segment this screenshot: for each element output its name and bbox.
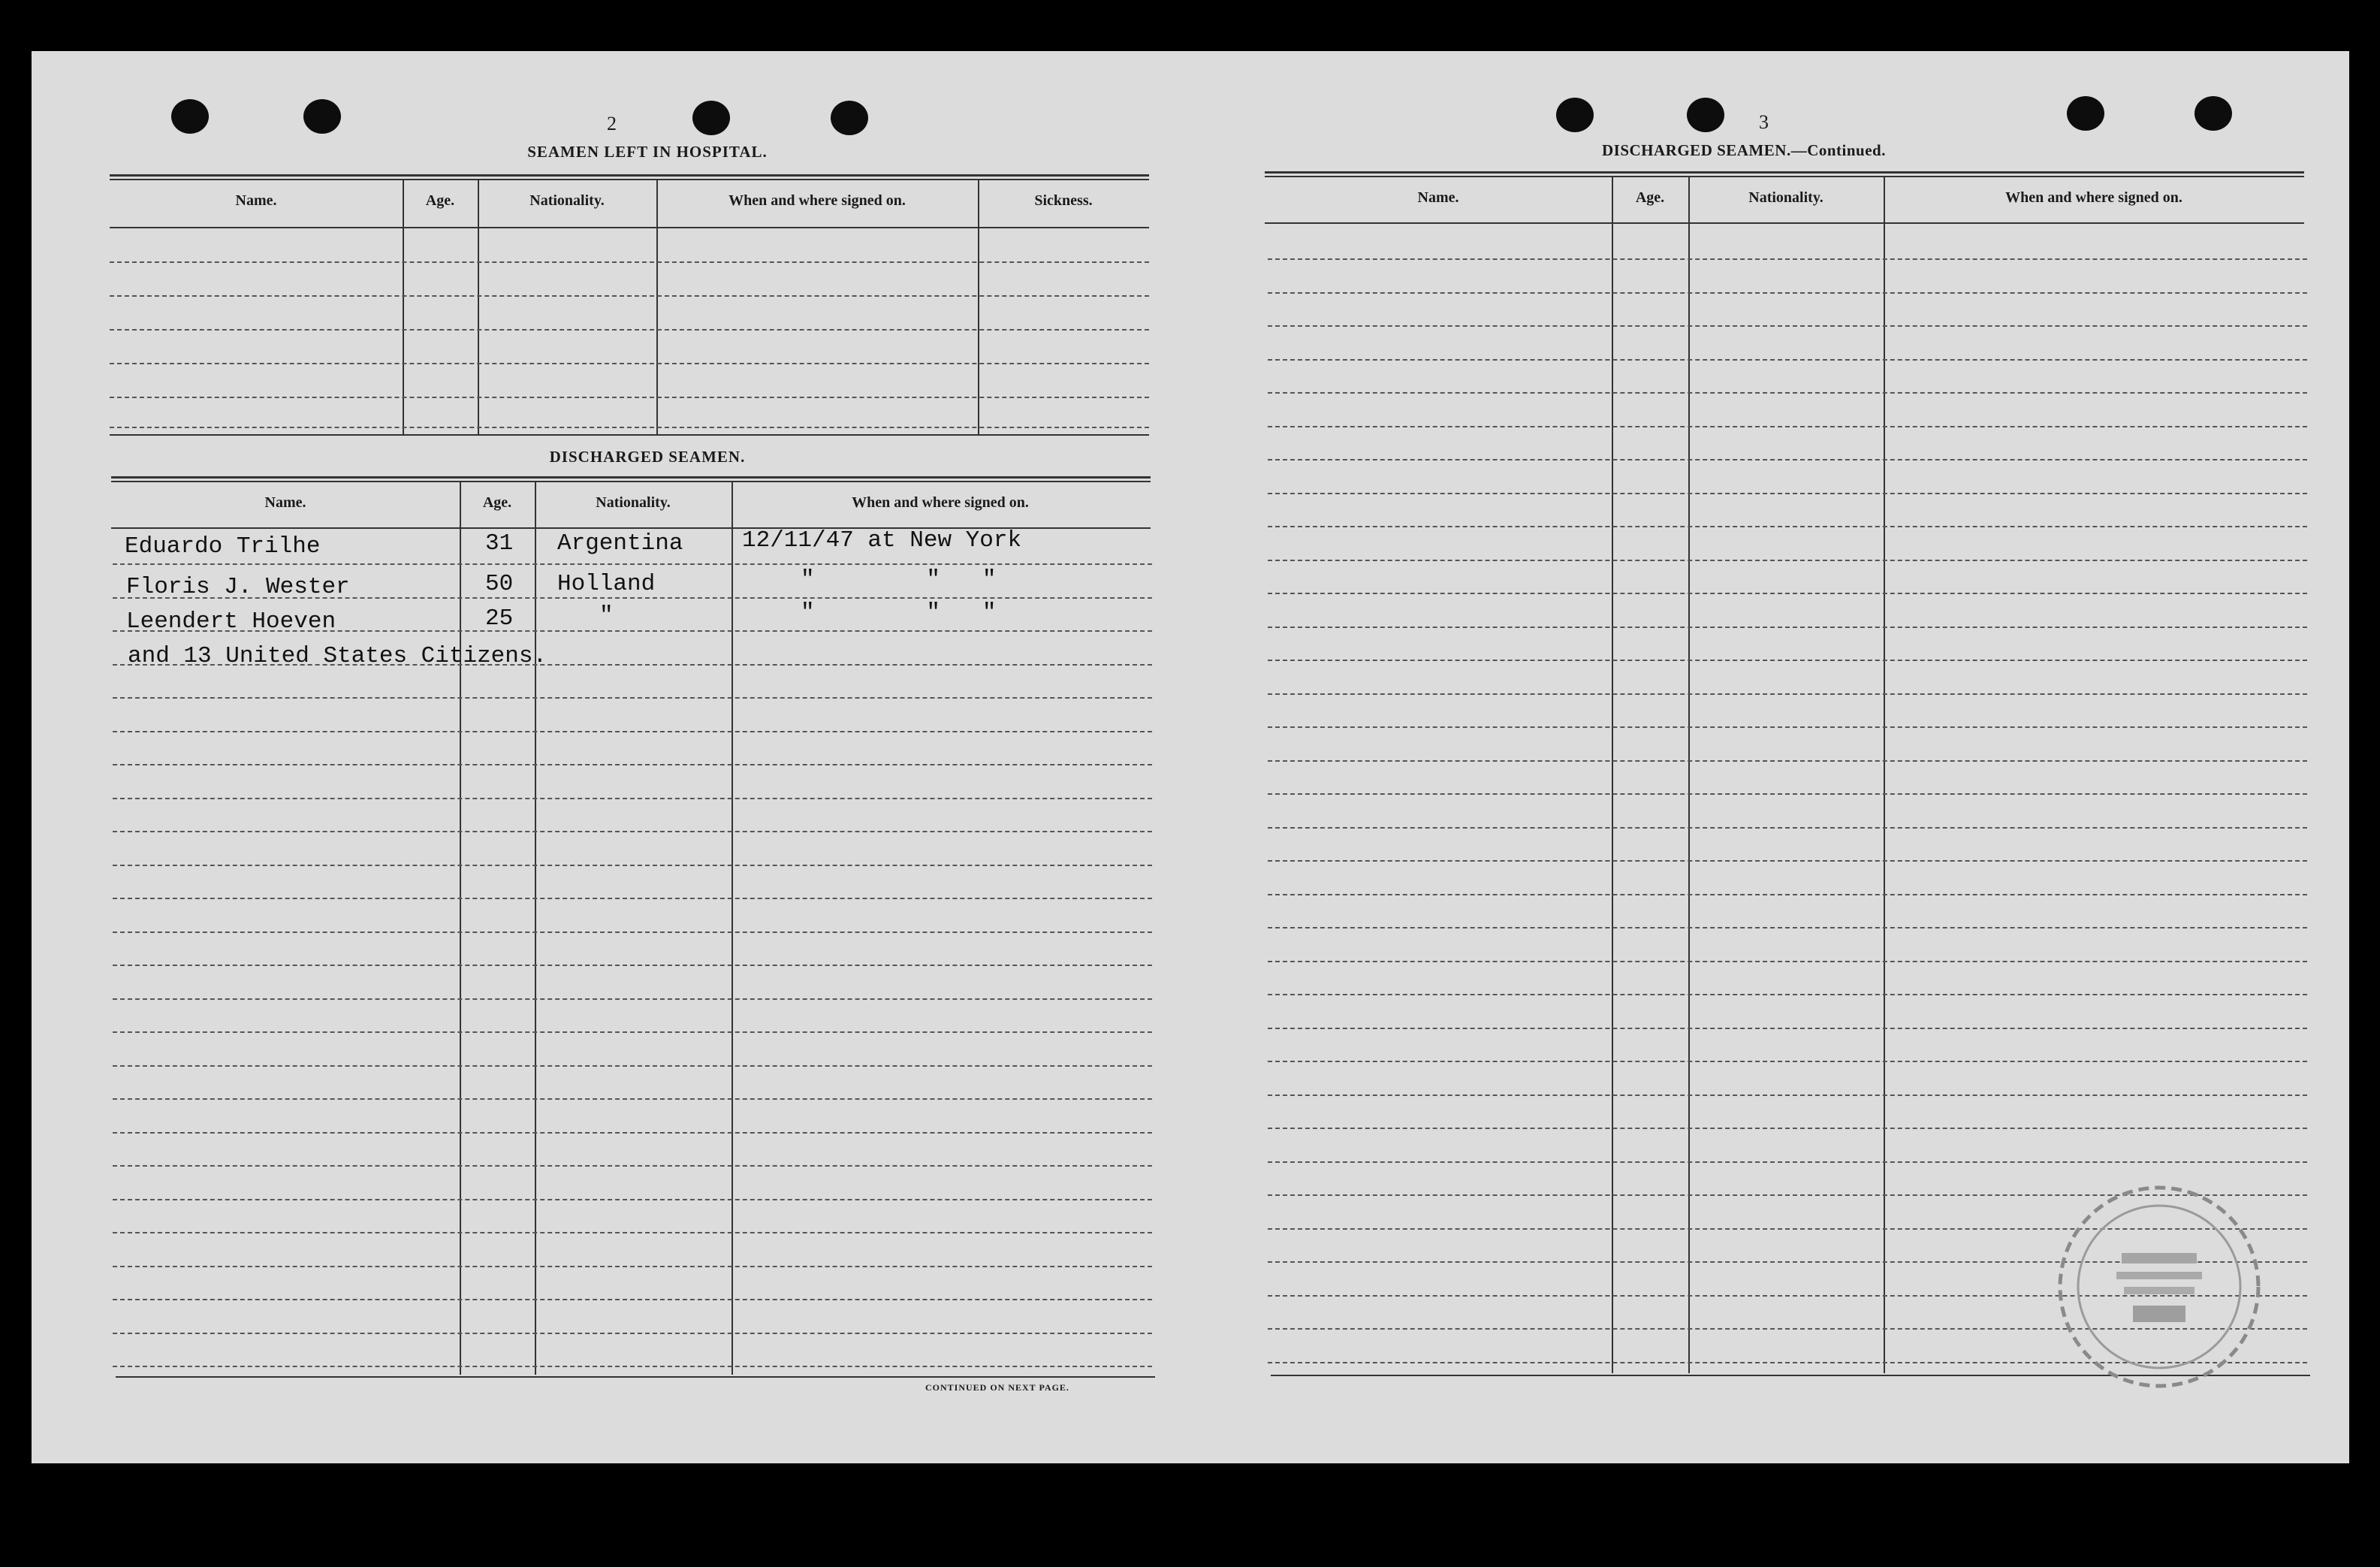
- ruled-line: [1268, 1128, 2307, 1129]
- column-divider: [656, 179, 658, 434]
- column-divider: [478, 179, 479, 434]
- ruled-line: [1268, 593, 2307, 594]
- column-header-signed-on: When and where signed on.: [2005, 189, 2182, 206]
- page-number: 2: [607, 113, 617, 134]
- ruled-line: [1268, 493, 2307, 494]
- seaman-age: 31: [485, 530, 514, 557]
- column-divider: [535, 481, 536, 1375]
- column-header-age: Age.: [425, 192, 455, 209]
- ruled-line: [113, 1299, 1152, 1300]
- ruled-line: [110, 261, 1149, 263]
- ruled-line: [1268, 325, 2307, 327]
- column-header-name: Name.: [1417, 189, 1459, 206]
- ruled-line: [113, 1065, 1152, 1067]
- discharged-section-title: DISCHARGED SEAMEN.: [549, 448, 746, 466]
- ruled-line: [1268, 626, 2307, 628]
- ruled-line: [113, 1199, 1152, 1200]
- right-page-title: DISCHARGED SEAMEN.—Continued.: [1602, 141, 1886, 159]
- ruled-line: [113, 1132, 1152, 1134]
- ruled-line: [1268, 793, 2307, 795]
- punch-hole-icon: [2194, 96, 2232, 131]
- seaman-nationality: Argentina: [557, 530, 683, 557]
- seaman-signed-on: 12/11/47 at New York: [742, 527, 1022, 554]
- ruled-line: [1268, 927, 2307, 928]
- ruled-line: [113, 865, 1152, 866]
- column-divider: [731, 481, 733, 1375]
- ruled-line: [1268, 760, 2307, 762]
- punch-hole-icon: [692, 101, 730, 135]
- seaman-age: 25: [485, 605, 514, 632]
- ruled-line: [113, 1165, 1152, 1167]
- ruled-line: [113, 563, 1152, 565]
- ruled-line: [1268, 459, 2307, 460]
- column-divider: [1884, 176, 1885, 1373]
- column-header-sickness: Sickness.: [1034, 192, 1093, 209]
- rule: [110, 174, 1149, 177]
- ruled-line: [1268, 426, 2307, 427]
- ruled-line: [1268, 1094, 2307, 1096]
- column-divider: [460, 481, 461, 1375]
- rule: [110, 434, 1149, 436]
- page-number: 3: [1759, 111, 1769, 133]
- ruled-line: [113, 1366, 1152, 1367]
- ruled-line: [113, 1031, 1152, 1033]
- ruled-line: [1268, 292, 2307, 294]
- column-header-age: Age.: [482, 494, 512, 511]
- ruled-line: [113, 764, 1152, 765]
- punch-hole-icon: [831, 101, 868, 135]
- punch-hole-icon: [2067, 96, 2104, 131]
- column-header-signed-on: When and where signed on.: [728, 192, 906, 209]
- seaman-nationality: Holland: [557, 571, 656, 597]
- ruled-line: [1268, 1161, 2307, 1163]
- rule: [1265, 176, 2304, 177]
- document-sheet: [32, 51, 2349, 1463]
- column-divider: [978, 179, 979, 434]
- ruled-line: [1268, 860, 2307, 862]
- ruled-line: [1268, 693, 2307, 695]
- ruled-line: [1268, 1061, 2307, 1062]
- ruled-line: [1268, 526, 2307, 527]
- ruled-line: [1268, 961, 2307, 962]
- ruled-line: [113, 697, 1152, 699]
- column-divider: [1688, 176, 1690, 1373]
- column-header-nationality: Nationality.: [1748, 189, 1823, 206]
- seaman-nationality: ": [599, 602, 614, 629]
- rule: [1265, 171, 2304, 174]
- ruled-line: [113, 831, 1152, 832]
- ruled-line: [113, 1098, 1152, 1100]
- column-header-nationality: Nationality.: [529, 192, 605, 209]
- rule: [110, 179, 1149, 180]
- punch-hole-icon: [303, 99, 341, 134]
- ruled-line: [110, 363, 1149, 364]
- seaman-name: Floris J. Wester: [126, 574, 350, 600]
- ruled-line: [110, 427, 1149, 428]
- ruled-line: [1268, 660, 2307, 661]
- ruled-line: [113, 931, 1152, 933]
- ruled-line: [113, 798, 1152, 799]
- ruled-line: [1268, 1028, 2307, 1029]
- ruled-line: [1268, 359, 2307, 361]
- ruled-line: [1268, 994, 2307, 995]
- column-divider: [1612, 176, 1613, 1373]
- column-header-nationality: Nationality.: [596, 494, 671, 511]
- rule: [116, 1376, 1155, 1378]
- ruled-line: [113, 898, 1152, 899]
- punch-hole-icon: [1687, 98, 1724, 132]
- column-header-name: Name.: [264, 494, 306, 511]
- rule: [111, 476, 1151, 479]
- ruled-line: [1268, 726, 2307, 728]
- seaman-name: Eduardo Trilhe: [125, 533, 321, 560]
- seaman-signed-on: " " ": [801, 566, 997, 593]
- punch-hole-icon: [1556, 98, 1594, 132]
- rule: [110, 227, 1149, 228]
- ruled-line: [1268, 827, 2307, 829]
- seaman-age: 50: [485, 571, 514, 597]
- seaman-signed-on: " " ": [801, 599, 997, 626]
- ruled-line: [110, 329, 1149, 331]
- column-divider: [403, 179, 404, 434]
- rule: [111, 481, 1151, 482]
- ruled-line: [110, 397, 1149, 398]
- hospital-section-title: SEAMEN LEFT IN HOSPITAL.: [527, 143, 768, 161]
- citizens-note: and 13 United States Citizens.: [128, 643, 547, 669]
- rule: [1265, 222, 2304, 224]
- continued-note: CONTINUED ON NEXT PAGE.: [925, 1382, 1069, 1393]
- ruled-line: [113, 965, 1152, 966]
- ruled-line: [1268, 560, 2307, 561]
- ruled-line: [113, 1232, 1152, 1233]
- circular-postmark-stamp-icon: [2050, 1182, 2268, 1392]
- ruled-line: [1268, 258, 2307, 260]
- ruled-line: [110, 295, 1149, 297]
- column-header-age: Age.: [1635, 189, 1665, 206]
- ruled-line: [1268, 392, 2307, 394]
- ruled-line: [113, 1333, 1152, 1334]
- punch-hole-icon: [171, 99, 209, 134]
- ruled-line: [113, 1266, 1152, 1267]
- seaman-name: Leendert Hoeven: [126, 608, 336, 635]
- ruled-line: [113, 731, 1152, 732]
- ruled-line: [1268, 894, 2307, 895]
- ruled-line: [113, 998, 1152, 1000]
- column-header-name: Name.: [235, 192, 277, 209]
- column-header-signed-on: When and where signed on.: [852, 494, 1029, 511]
